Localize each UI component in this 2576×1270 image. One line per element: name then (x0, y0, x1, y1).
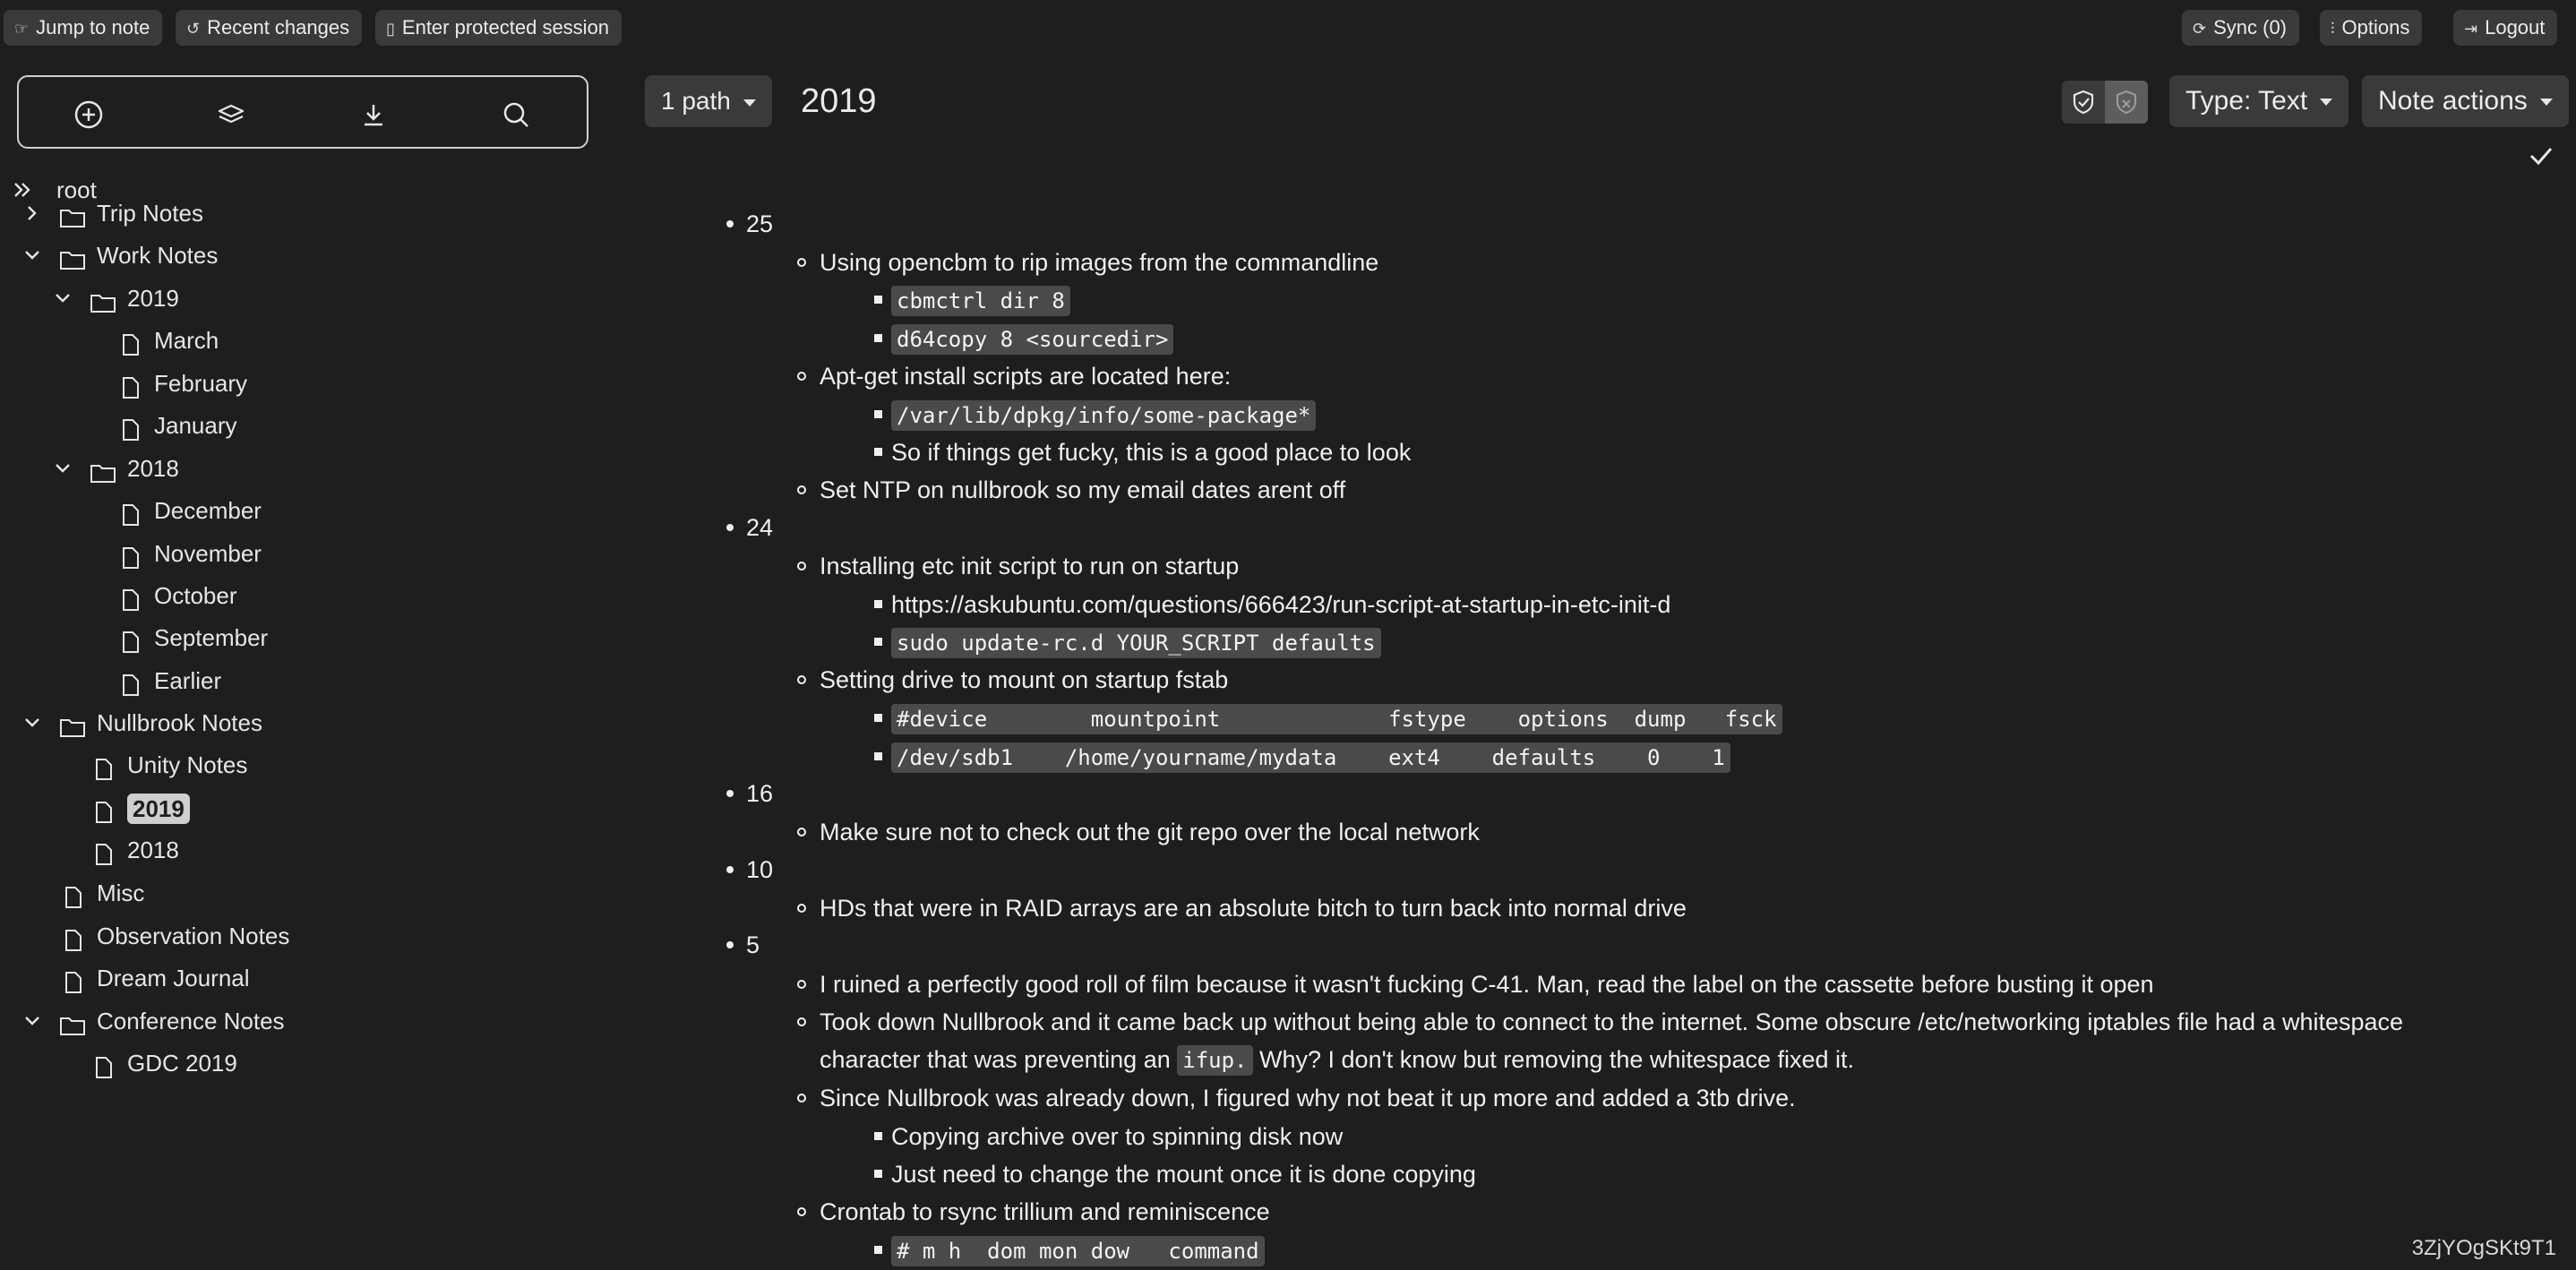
tree-item-label: Nullbrook Notes (97, 709, 262, 736)
list-item: Crontab to rsync trillium and reminiscence (820, 1198, 1270, 1225)
note-icon (116, 500, 143, 521)
note-icon (90, 754, 116, 776)
shield-lock-icon (2115, 90, 2138, 115)
bullet (874, 448, 882, 456)
tree-item-label: Observation Notes (97, 922, 290, 949)
bullet (797, 675, 806, 684)
tree-action-toolbar (17, 75, 588, 149)
bullet (797, 1017, 806, 1026)
cut-off-line (699, 143, 797, 170)
note-icon (116, 585, 143, 606)
sync-icon: ⟳ (2193, 20, 2207, 38)
tree-item[interactable] (0, 918, 591, 954)
list-item (891, 397, 1316, 433)
day-heading: 10 (746, 856, 774, 883)
bullet (874, 1132, 882, 1140)
bullet (797, 980, 806, 989)
tree-item-label: September (154, 624, 269, 651)
folder-icon (59, 712, 86, 734)
note-paths-label: 1 path (661, 87, 731, 115)
tree-item[interactable] (0, 536, 591, 571)
tree-item-label: Conference Notes (97, 1008, 285, 1034)
bullet (874, 1246, 882, 1254)
list-item: Copying archive over to spinning disk now (891, 1123, 1344, 1150)
unprotected-button[interactable] (2062, 81, 2105, 124)
tree-item-label: Unity Notes (127, 751, 248, 778)
note-paths-button[interactable] (645, 75, 772, 127)
bullet (797, 1207, 806, 1216)
recent-changes-button[interactable] (176, 10, 362, 46)
inline-code: sudo update-rc.d YOUR_SCRIPT defaults (891, 628, 1381, 658)
options-label: Options (2341, 16, 2410, 39)
tree-item[interactable] (0, 451, 591, 486)
folder-icon (90, 287, 116, 309)
day-heading: 5 (746, 931, 760, 958)
bullet (797, 372, 806, 381)
tree-item-label: GDC 2019 (127, 1050, 237, 1077)
jump-to-note-button[interactable] (4, 10, 162, 46)
bullet (874, 638, 882, 646)
chevron-down-icon[interactable] (54, 280, 72, 316)
tree-item[interactable] (0, 408, 591, 443)
inline-code: cbmctrl dir 8 (891, 286, 1070, 316)
inline-code: /dev/sdb1 /home/yourname/mydata ext4 defaults 0 1 (891, 742, 1730, 773)
list-item: HDs that were in RAID arrays are an absolute bitch to turn back into normal drive (820, 895, 1687, 922)
list-item (891, 700, 1782, 737)
enter-protected-session-button[interactable] (375, 10, 622, 46)
day-heading: 24 (746, 514, 774, 541)
note-icon (116, 543, 143, 564)
tree-item[interactable] (0, 1003, 591, 1039)
list-item (891, 624, 1381, 661)
note-actions-button[interactable] (2362, 75, 2569, 127)
tree-item-label: January (154, 412, 237, 439)
chevron-down-icon[interactable] (23, 237, 41, 273)
list-item (891, 739, 1730, 776)
note-icon (116, 415, 143, 436)
bullet (797, 904, 806, 913)
shield-check-icon (2072, 90, 2095, 115)
note-icon (90, 1052, 116, 1074)
tree-item-label: Trip Notes (97, 200, 203, 227)
tree-item[interactable] (0, 747, 591, 783)
sync-button[interactable] (2182, 10, 2299, 46)
note-icon (90, 797, 116, 819)
list-item: Just need to change the mount once it is done copying (891, 1161, 1476, 1188)
note-icon (116, 627, 143, 648)
sync-label: Sync (0) (2213, 16, 2288, 39)
list-item: I ruined a perfectly good roll of film because it wasn't fucking C-41. Man, read the label on the cassette before busting it open (820, 971, 2154, 998)
list-item (891, 321, 1173, 357)
tree-item[interactable] (0, 365, 591, 401)
create-note-icon[interactable] (73, 99, 105, 131)
bullet (797, 258, 806, 267)
list-item: Set NTP on nullbrook so my email dates arent off (820, 476, 1346, 503)
bullet (874, 600, 882, 608)
folder-icon (59, 245, 86, 266)
search-icon[interactable] (500, 99, 532, 131)
note-content-editor[interactable] (699, 143, 2571, 1270)
clipped-text (699, 143, 747, 152)
caret-down-icon (743, 99, 756, 107)
tree-item-label: Misc (97, 880, 145, 906)
caret-down-icon (2540, 99, 2553, 106)
tree-root-label: root (56, 176, 97, 203)
tree-item[interactable] (0, 322, 591, 358)
hand-pointer-icon: ☞ (14, 20, 30, 38)
download-icon[interactable] (357, 99, 390, 131)
bullet (874, 410, 882, 418)
list-item: Took down Nullbrook and it came back up without being able to connect to the internet. Some obscure /etc/networking iptables file had a whitespace (820, 1008, 2404, 1035)
logout-icon: ⇥ (2464, 20, 2478, 38)
bullet (726, 524, 734, 531)
tree-item-label: February (154, 370, 248, 397)
text: Why? I don't know but removing the whitespace fixed it. (1259, 1046, 1855, 1073)
caret-down-icon (2320, 99, 2332, 106)
tree-item[interactable] (0, 195, 591, 231)
bullet (874, 752, 882, 760)
bullet (797, 562, 806, 571)
logout-button[interactable] (2453, 10, 2557, 46)
inline-code: /var/lib/dpkg/info/some-package* (891, 400, 1316, 431)
note-icon (59, 925, 86, 947)
bullet (726, 790, 734, 797)
tree-item[interactable] (0, 960, 591, 996)
tree-item[interactable] (0, 663, 591, 699)
tree-item[interactable] (0, 790, 591, 826)
history-icon: ↺ (186, 20, 201, 38)
bullet (726, 220, 734, 227)
list-item (820, 245, 1378, 280)
list-item: Make sure not to check out the git repo over the local network (820, 819, 1480, 845)
list-item: Apt-get install scripts are located here: (820, 363, 1232, 390)
day-heading: 25 (746, 210, 774, 237)
tree-item-label: October (154, 582, 237, 609)
list-item (891, 282, 1070, 319)
tree-item[interactable] (0, 578, 591, 614)
bullet (874, 1170, 882, 1178)
tree-item[interactable] (0, 280, 591, 316)
lock-icon: ▯ (386, 20, 395, 38)
bullet (797, 828, 806, 837)
day-heading: 16 (746, 780, 774, 807)
note-id: 3ZjYOgSKt9T1 (2411, 1236, 2556, 1260)
note-icon (59, 967, 86, 989)
bullet (874, 296, 882, 304)
folder-icon (59, 202, 86, 224)
folder-icon (90, 458, 116, 479)
bullet (726, 941, 734, 948)
bullet (874, 714, 882, 722)
chevron-down-icon[interactable] (54, 451, 72, 486)
list-item: Setting drive to mount on startup fstab (820, 666, 1229, 693)
enter-protected-session-label: Enter protected session (401, 16, 610, 39)
bullet (797, 485, 806, 494)
note-icon (116, 373, 143, 394)
bullet (874, 334, 882, 342)
note-icon (116, 330, 143, 351)
tree-item-label: 2019 (127, 794, 190, 824)
note-icon (116, 670, 143, 691)
folder-icon (59, 1010, 86, 1032)
note-type-label: Type: Text (2185, 86, 2308, 116)
inline-code: d64copy 8 <sourcedir> (891, 324, 1173, 355)
list-item: So if things get fucky, this is a good place to look (891, 439, 1412, 466)
chevron-down-icon[interactable] (23, 1003, 41, 1039)
list-item (891, 1232, 1265, 1269)
bullet (797, 1094, 806, 1103)
text: character that was preventing an (820, 1046, 1171, 1073)
list-item-continuation (820, 1042, 1854, 1078)
sliders-icon: ⫶ (2331, 20, 2335, 38)
tree-item-label: Work Notes (97, 242, 219, 269)
note-icon (90, 839, 116, 861)
list-item: https://askubuntu.com/questions/666423/run-script-at-startup-in-etc-init-d (891, 591, 1671, 618)
recent-changes-label: Recent changes (207, 16, 350, 39)
tree-item[interactable] (0, 237, 591, 273)
note-type-button[interactable] (2169, 75, 2348, 127)
note-icon (59, 882, 86, 904)
inline-code: ifup. (1177, 1045, 1252, 1076)
tree-item[interactable] (0, 705, 591, 741)
tree-item-label: 2018 (127, 455, 179, 482)
list-item: Since Nullbrook was already down, I figured why not beat it up more and added a 3tb drive. (820, 1085, 1796, 1111)
tree-item-label: Earlier (154, 667, 222, 694)
list-item: Installing etc init script to run on startup (820, 553, 1240, 579)
inline-code: # m h dom mon dow command (891, 1236, 1265, 1266)
options-button[interactable] (2320, 10, 2422, 46)
bullet (726, 866, 734, 873)
collapse-tree-icon[interactable] (215, 99, 247, 131)
logout-label: Logout (2485, 16, 2546, 39)
chevron-down-icon[interactable] (23, 705, 41, 741)
protection-toggle[interactable] (2062, 81, 2148, 124)
tree-item-label: Dream Journal (97, 965, 250, 991)
tree-item-label: March (154, 327, 219, 354)
inline-code: #device mountpoint fstype options dump fsck (891, 704, 1782, 734)
tree-item[interactable] (0, 620, 591, 656)
note-actions-label: Note actions (2378, 86, 2528, 116)
tree-item[interactable] (0, 1045, 591, 1081)
tree-item-label: December (154, 497, 262, 524)
tree-item-label: 2018 (127, 837, 179, 863)
tree-item[interactable] (0, 832, 591, 868)
note-title[interactable]: 2019 (801, 82, 877, 120)
tree-item-label: 2019 (127, 285, 179, 312)
tree-item-label: November (154, 540, 262, 567)
tree-item[interactable] (0, 875, 591, 911)
tree-item[interactable] (0, 493, 591, 528)
jump-to-note-label: Jump to note (36, 16, 150, 39)
chevron-right-icon[interactable] (23, 195, 41, 231)
list-item-text: Using opencbm to rip images from the commandline (820, 249, 1379, 276)
protected-button[interactable] (2105, 81, 2148, 124)
